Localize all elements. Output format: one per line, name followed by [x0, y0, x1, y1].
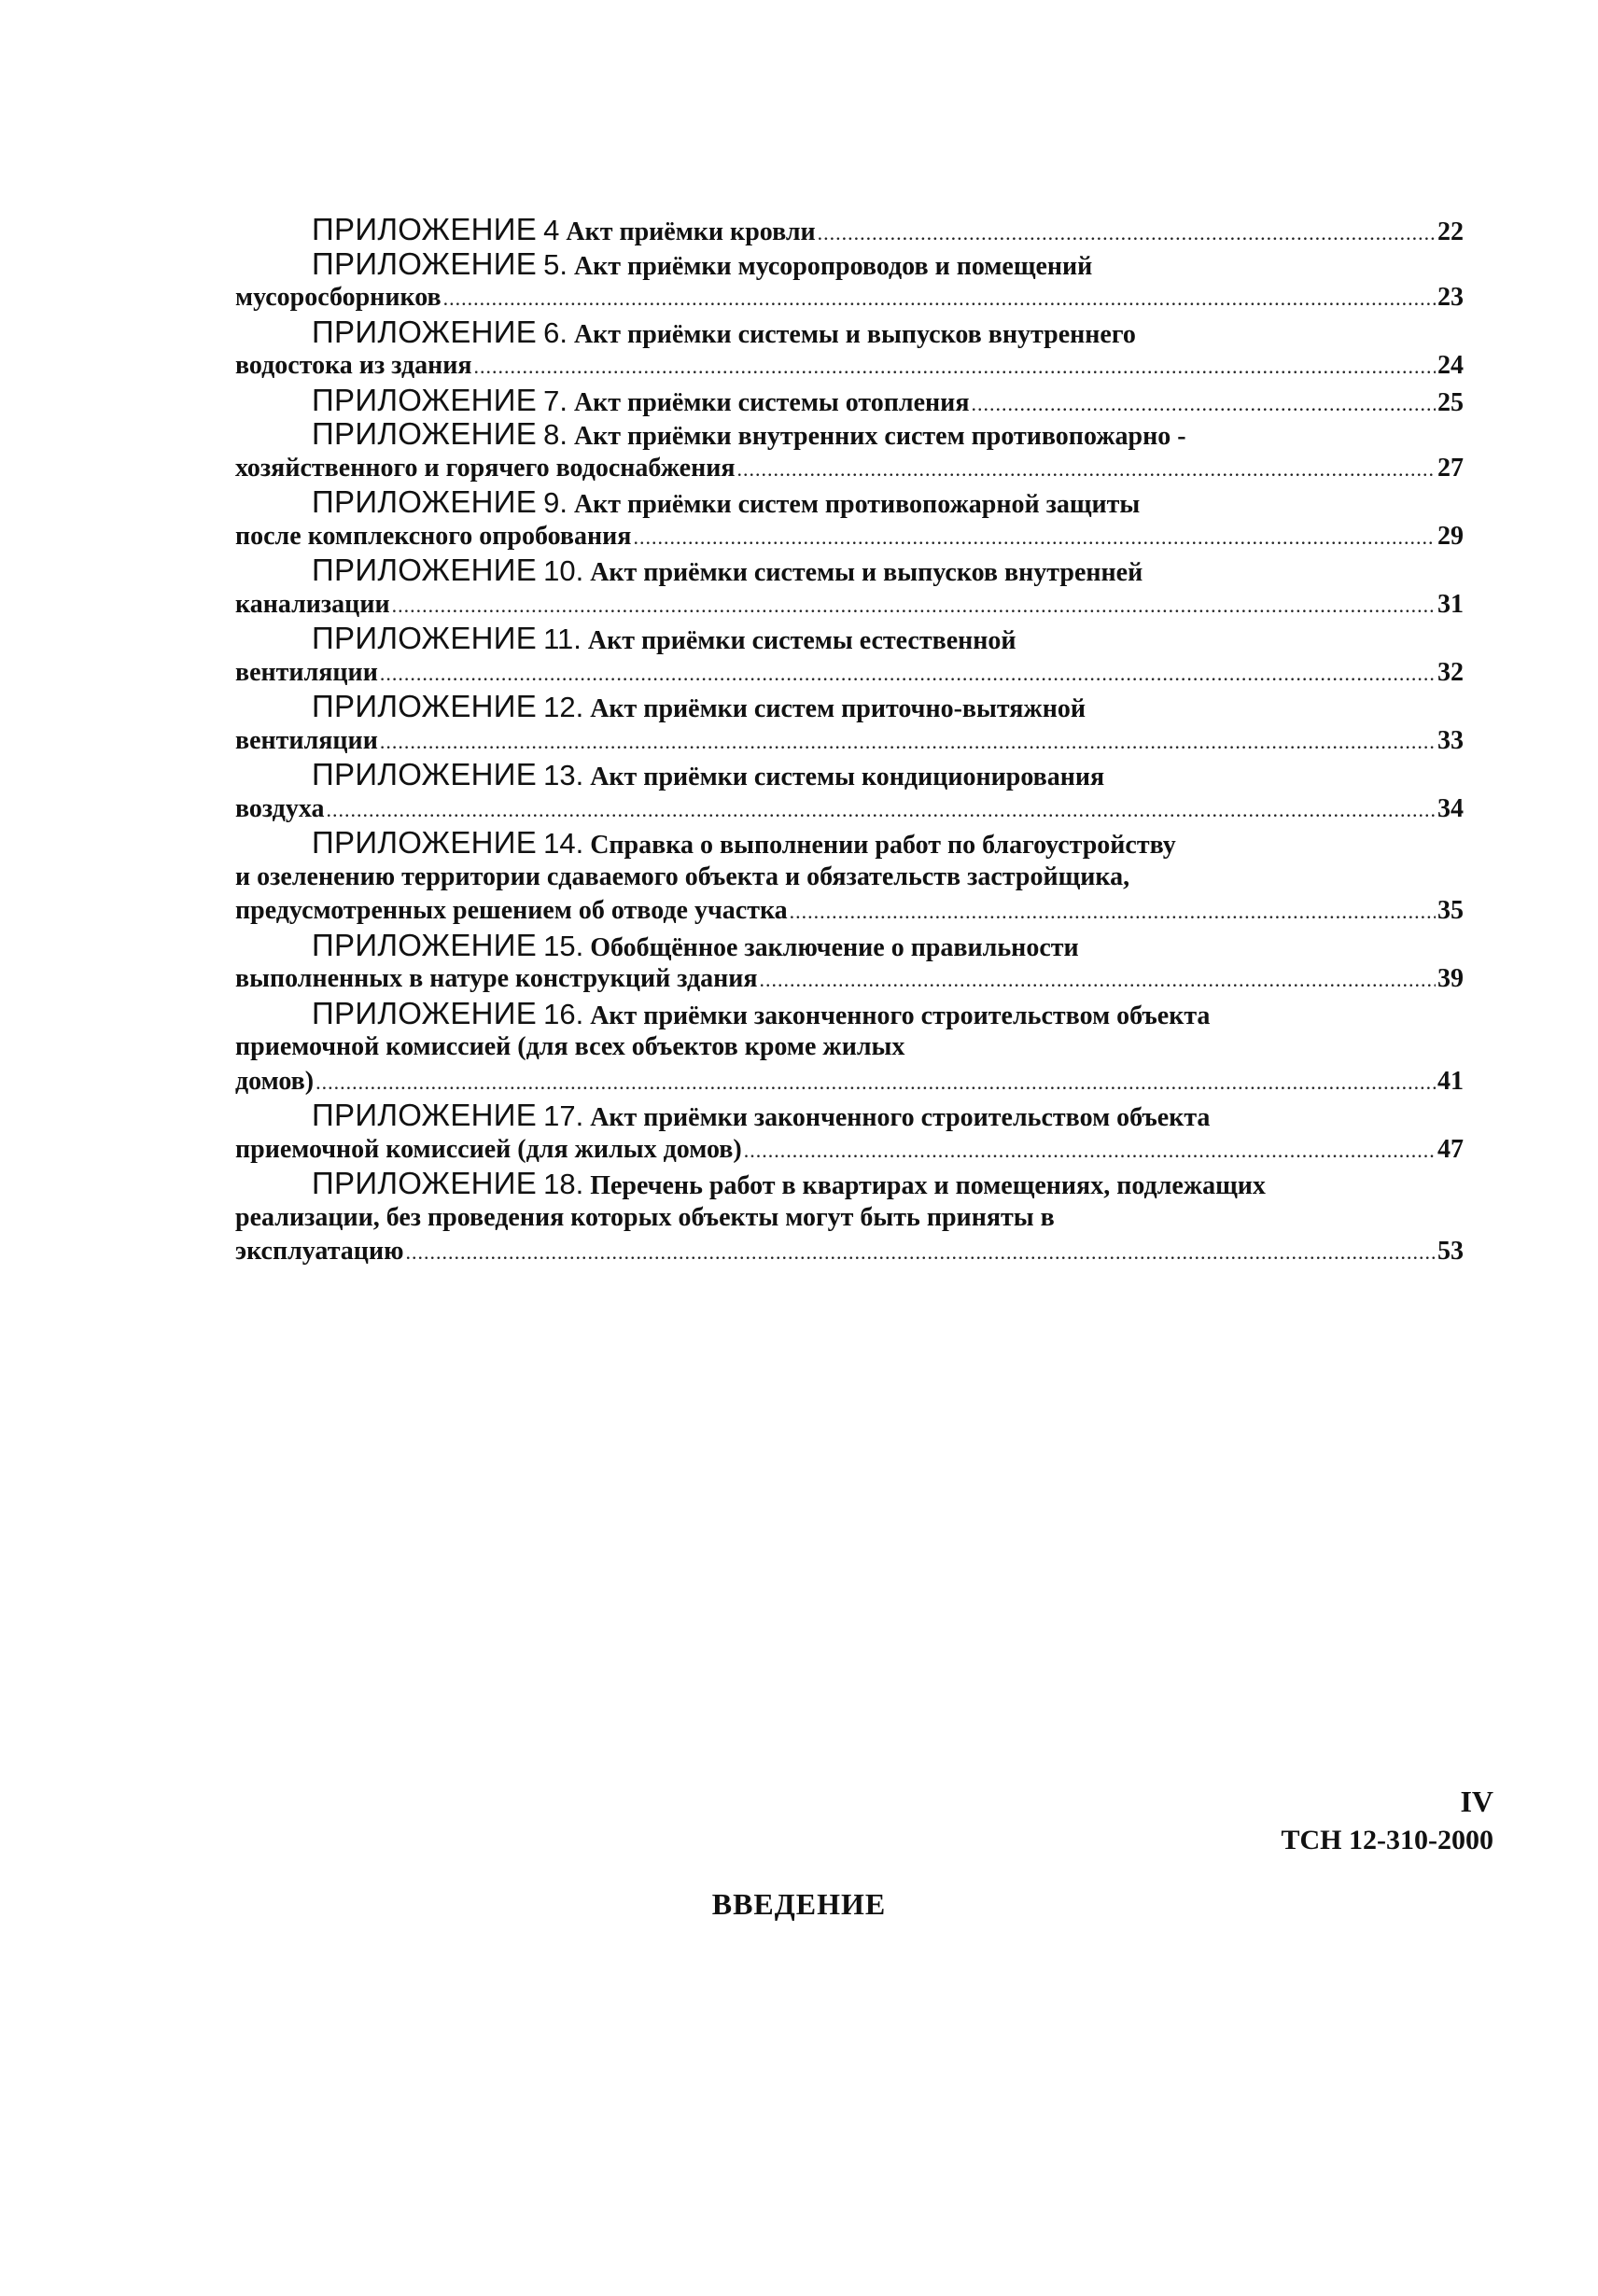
toc-entry	[235, 247, 1464, 315]
dot-leader	[633, 521, 1436, 555]
appendix-number: 13.	[543, 759, 584, 791]
appendix-label: ПРИЛОЖЕНИЕ	[312, 689, 538, 723]
appendix-number: 12.	[543, 691, 584, 723]
dot-leader	[392, 589, 1436, 623]
toc-entry	[235, 553, 1464, 622]
toc-entry-title: Акт приёмки внутренних систем противопожарно -	[573, 422, 1186, 451]
toc-entry-title: домов)	[235, 1066, 315, 1096]
dot-leader	[315, 1066, 1436, 1100]
appendix-label: ПРИЛОЖЕНИЕ	[312, 484, 538, 519]
toc-entry-line	[235, 315, 1464, 350]
appendix-label: ПРИЛОЖЕНИЕ	[312, 245, 538, 281]
appendix-number: 4	[543, 214, 560, 246]
dot-leader	[744, 1134, 1436, 1169]
toc-entry-line	[235, 1065, 1464, 1099]
appendix-number: 7.	[543, 384, 568, 417]
toc-entry-title: Акт приёмки системы отопления	[573, 387, 970, 417]
toc-entry-title: приемочной комиссией (для всех объектов кроме жилых	[235, 1032, 905, 1061]
toc-entry	[235, 826, 1464, 929]
toc-page-number: 33	[1437, 725, 1464, 755]
toc-page-number: 31	[1437, 589, 1464, 619]
appendix-label: ПРИЛОЖЕНИЕ	[312, 995, 538, 1030]
toc-entry-line	[235, 281, 1464, 315]
toc-entry-line	[235, 1030, 1464, 1065]
toc-entry	[235, 690, 1464, 758]
appendix-label: ПРИЛОЖЕНИЕ	[312, 621, 538, 655]
toc-entry	[235, 315, 1464, 384]
appendix-number: 16.	[543, 997, 584, 1030]
appendix-label: ПРИЛОЖЕНИЕ	[312, 825, 538, 860]
toc-entry-line	[235, 894, 1464, 929]
appendix-label: ПРИЛОЖЕНИЕ	[312, 314, 538, 349]
toc-entry-title: канализации	[235, 589, 390, 619]
dot-leader	[737, 453, 1436, 487]
toc-entry-title: вентиляции	[235, 725, 378, 755]
dot-leader	[971, 387, 1436, 422]
dot-leader	[380, 657, 1436, 692]
toc-page-number: 53	[1437, 1237, 1464, 1266]
document-code: ТСН 12-310-2000	[1281, 1825, 1493, 1855]
toc-entry-title: предусмотренных решением об отводе участка	[235, 896, 788, 925]
toc-entry-title: Акт приёмки системы кондиционирования	[590, 763, 1105, 791]
toc-page-number: 41	[1437, 1066, 1464, 1096]
toc-entry-title: приемочной комиссией (для жилых домов)	[235, 1134, 742, 1164]
toc-entry-line	[235, 792, 1464, 827]
toc-entry-line	[235, 247, 1464, 282]
toc-entry-line	[235, 452, 1464, 486]
toc-entry-line	[235, 690, 1464, 724]
appendix-number: 5.	[543, 247, 568, 281]
toc-entry-title: и озеленению территории сдаваемого объекта и обязательств застройщика,	[235, 861, 1130, 891]
toc-entry-title: мусоросборников	[235, 283, 442, 312]
appendix-number: 10.	[543, 554, 584, 587]
toc-entry-title: Акт приёмки кровли	[566, 217, 816, 246]
toc-entry-title: Акт приёмки системы и выпусков внутренней	[590, 558, 1143, 587]
toc-entry-title: эксплуатацию	[235, 1237, 404, 1266]
toc-entry-line	[235, 724, 1464, 759]
toc-entry	[235, 758, 1464, 826]
dot-leader	[326, 793, 1436, 828]
appendix-number: 15.	[543, 929, 584, 962]
toc-page-number: 34	[1437, 793, 1464, 823]
toc-entry-title: Акт приёмки мусоропроводов и помещений	[573, 251, 1093, 281]
page-number-roman: IV	[1460, 1785, 1493, 1818]
toc-entry-title: водостока из здания	[235, 351, 472, 380]
toc-entry-line	[235, 861, 1464, 895]
dot-leader	[474, 350, 1436, 385]
dot-leader	[405, 1236, 1436, 1270]
toc-entry-line	[235, 417, 1464, 452]
toc-entry-line	[235, 1099, 1464, 1133]
dot-leader	[818, 217, 1436, 251]
appendix-label: ПРИЛОЖЕНИЕ	[312, 757, 538, 791]
toc-entry-line	[235, 588, 1464, 623]
toc-entry-title: Перечень работ в квартирах и помещениях, подлежащих	[590, 1171, 1266, 1200]
appendix-number: 9.	[543, 486, 568, 519]
toc-entry-line	[235, 1201, 1464, 1236]
toc-entry-title: вентиляции	[235, 657, 378, 687]
toc-entry-line	[235, 622, 1464, 656]
toc-entry-line	[235, 1133, 1464, 1168]
appendix-label: ПРИЛОЖЕНИЕ	[312, 382, 538, 417]
toc-entry	[235, 997, 1464, 1099]
toc-entry-title: Акт приёмки системы естественной	[587, 626, 1016, 655]
dot-leader	[760, 963, 1436, 998]
toc-entry-line	[235, 962, 1464, 997]
dot-leader	[380, 725, 1436, 760]
toc-entry-title: воздуха	[235, 793, 325, 823]
toc-entry	[235, 929, 1464, 997]
toc-entry	[235, 384, 1464, 418]
toc-page-number: 23	[1437, 283, 1464, 312]
toc-entry-line	[235, 520, 1464, 554]
toc-page-number: 24	[1437, 351, 1464, 380]
section-title: ВВЕДЕНИЕ	[711, 1887, 887, 1921]
toc-entry	[235, 1099, 1464, 1167]
appendix-label: ПРИЛОЖЕНИЕ	[312, 553, 538, 587]
toc-entry-line	[235, 826, 1464, 861]
toc-page-number: 22	[1437, 217, 1464, 246]
toc-entry	[235, 622, 1464, 690]
toc-entry-title: реализации, без проведения которых объекты могут быть приняты в	[235, 1202, 1055, 1232]
toc-entry-line	[235, 485, 1464, 520]
toc-entry-line	[235, 1167, 1464, 1201]
appendix-number: 18.	[543, 1168, 584, 1200]
dot-leader	[443, 282, 1436, 316]
toc-entry-title: выполненных в натуре конструкций здания	[235, 964, 758, 993]
appendix-label: ПРИЛОЖЕНИЕ	[312, 212, 538, 246]
toc-entry-line	[235, 553, 1464, 588]
toc-entry-title: хозяйственного и горячего водоснабжения	[235, 453, 736, 483]
toc-page-number: 32	[1437, 657, 1464, 687]
toc-entry-line	[235, 758, 1464, 792]
toc-entry-line	[235, 1235, 1464, 1269]
appendix-label: ПРИЛОЖЕНИЕ	[312, 1166, 538, 1200]
appendix-label: ПРИЛОЖЕНИЕ	[312, 416, 538, 451]
toc-page-number: 47	[1437, 1134, 1464, 1164]
appendix-label: ПРИЛОЖЕНИЕ	[312, 1098, 538, 1132]
table-of-contents	[235, 213, 1464, 1269]
toc-entry-line	[235, 384, 1464, 418]
toc-page-number: 25	[1437, 387, 1464, 417]
appendix-number: 14.	[543, 827, 584, 860]
toc-entry-title: Акт приёмки законченного строительством объекта	[590, 1103, 1211, 1132]
toc-entry	[235, 485, 1464, 553]
toc-entry-title: Акт приёмки законченного строительством объекта	[590, 1001, 1211, 1030]
toc-entry-line	[235, 213, 1464, 247]
toc-entry-line	[235, 997, 1464, 1031]
toc-entry-title: Акт приёмки системы и выпусков внутреннего	[573, 319, 1136, 349]
appendix-number: 8.	[543, 418, 568, 451]
toc-entry-line	[235, 929, 1464, 963]
appendix-label: ПРИЛОЖЕНИЕ	[312, 927, 538, 962]
dot-leader	[790, 895, 1436, 930]
toc-entry-line	[235, 349, 1464, 384]
toc-page-number: 27	[1437, 453, 1464, 483]
toc-page-number: 29	[1437, 521, 1464, 551]
toc-entry-title: Акт приёмки систем приточно-вытяжной	[590, 694, 1086, 723]
toc-entry-title: Акт приёмки систем противопожарной защиты	[573, 490, 1141, 519]
toc-entry-title: Обобщённое заключение о правильности	[590, 932, 1079, 962]
toc-entry-line	[235, 656, 1464, 691]
toc-page-number: 35	[1437, 896, 1464, 925]
toc-entry	[235, 213, 1464, 247]
appendix-number: 6.	[543, 315, 568, 349]
appendix-number: 17.	[543, 1099, 584, 1132]
toc-entry-title: Справка о выполнении работ по благоустройству	[590, 831, 1176, 860]
toc-entry	[235, 417, 1464, 485]
appendix-number: 11.	[543, 623, 582, 655]
toc-page-number: 39	[1437, 964, 1464, 993]
toc-entry-title: после комплексного опробования	[235, 521, 632, 551]
toc-entry	[235, 1167, 1464, 1269]
